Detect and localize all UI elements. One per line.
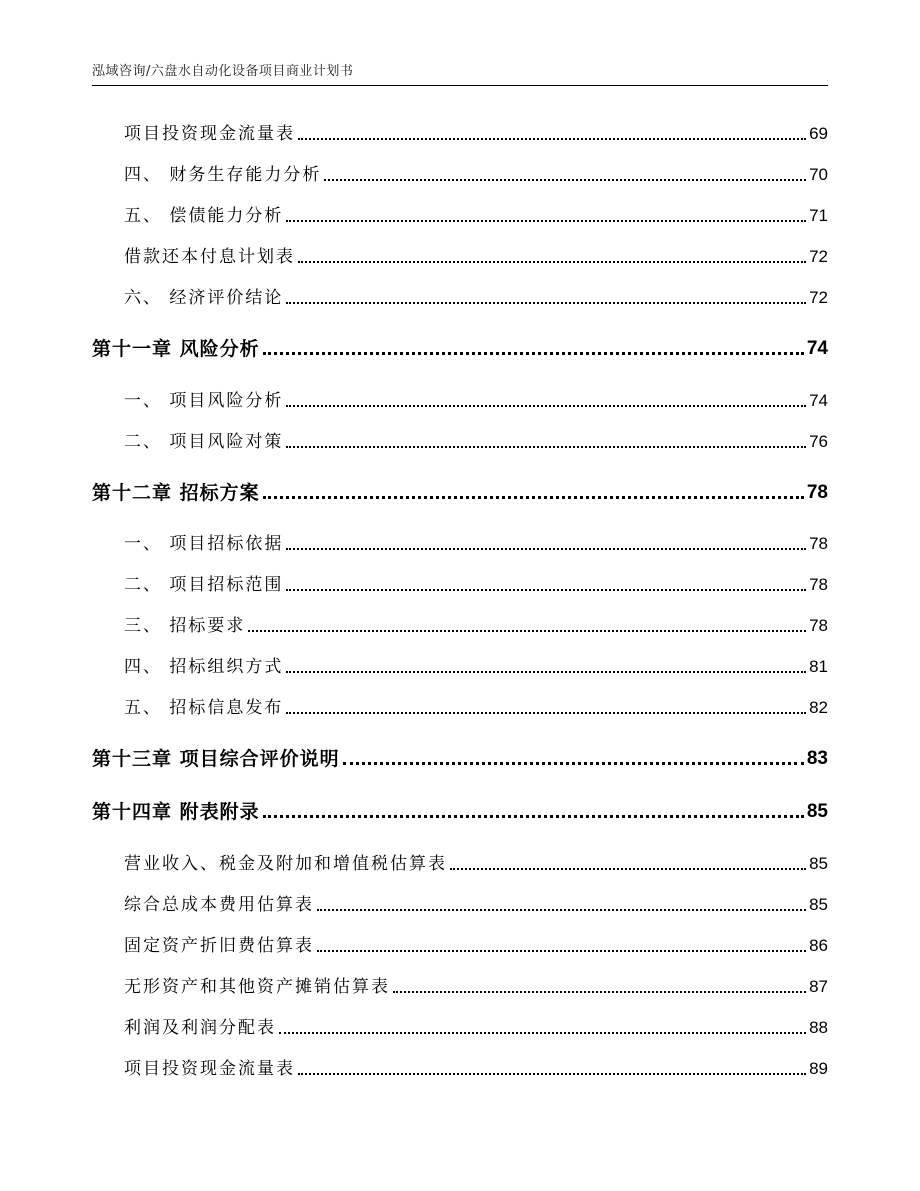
- toc-entry-label: 招标信息发布: [169, 698, 284, 718]
- toc-entry-number: 五、: [124, 206, 170, 226]
- toc-entry-label: 项目投资现金流量表: [124, 1059, 295, 1079]
- toc-entry-page: 82: [809, 698, 828, 717]
- toc-entry[interactable]: [124, 163, 828, 187]
- toc-entry-number: 五、: [124, 698, 170, 718]
- toc-dot-leader: [450, 868, 806, 870]
- header-rule: [92, 85, 828, 86]
- toc-entry-page: 85: [809, 854, 828, 873]
- toc-chapter-entry[interactable]: [92, 747, 828, 771]
- toc-entry-label: 项目投资现金流量表: [124, 124, 295, 144]
- toc-entry-label: 无形资产和其他资产摊销估算表: [124, 977, 390, 997]
- toc-dot-leader: [279, 1032, 806, 1034]
- toc-dot-leader: [286, 446, 806, 448]
- toc-entry[interactable]: [124, 934, 828, 958]
- toc-dot-leader: [286, 302, 806, 304]
- toc-entry-label: 招标要求: [169, 616, 246, 636]
- toc-entry-page: 72: [809, 288, 828, 307]
- toc-entry[interactable]: [124, 852, 828, 876]
- toc-entry-label: 项目风险分析: [169, 391, 284, 411]
- toc-entry-page: 74: [809, 391, 828, 410]
- toc-entry-page: 70: [809, 165, 828, 184]
- toc-chapter-label: 第十一章 风险分析: [92, 338, 260, 360]
- toc-dot-leader: [298, 138, 806, 140]
- toc-entry[interactable]: [124, 122, 828, 146]
- toc-dot-leader: [286, 405, 806, 407]
- toc-entry-label: 项目招标依据: [169, 534, 284, 554]
- toc-entry-label: 项目招标范围: [169, 575, 284, 595]
- toc-entry-label: 利润及利润分配表: [124, 1018, 276, 1038]
- toc-dot-leader: [263, 815, 804, 818]
- toc-entry-page: 76: [809, 432, 828, 451]
- toc-chapter-entry[interactable]: [92, 337, 828, 361]
- toc-dot-leader: [286, 712, 806, 714]
- toc-entry[interactable]: [124, 532, 828, 556]
- toc-dot-leader: [343, 762, 804, 765]
- toc-entry-label: 项目风险对策: [169, 432, 284, 452]
- toc-entry-page: 89: [809, 1059, 828, 1078]
- toc-entry-number: 一、: [124, 534, 170, 554]
- toc-entry-page: 81: [809, 657, 828, 676]
- toc-entry-page: 69: [809, 124, 828, 143]
- toc-dot-leader: [298, 1073, 806, 1075]
- toc-dot-leader: [286, 671, 806, 673]
- toc-entry-label: 综合总成本费用估算表: [124, 895, 314, 915]
- toc-entry[interactable]: [124, 975, 828, 999]
- toc-entry[interactable]: [124, 1057, 828, 1081]
- toc-dot-leader: [286, 589, 806, 591]
- toc-entry-number: 二、: [124, 575, 170, 595]
- toc-dot-leader: [317, 950, 806, 952]
- running-header: 泓域咨询/六盘水自动化设备项目商业计划书: [92, 64, 354, 79]
- toc-entry-page: 78: [809, 616, 828, 635]
- toc-dot-leader: [248, 630, 806, 632]
- toc-entry[interactable]: [124, 1016, 828, 1040]
- toc-dot-leader: [286, 220, 806, 222]
- toc-chapter-entry[interactable]: [92, 800, 828, 824]
- toc-dot-leader: [263, 352, 804, 355]
- toc-dot-leader: [317, 909, 806, 911]
- toc-chapter-label: 第十二章 招标方案: [92, 482, 260, 504]
- toc-entry[interactable]: [124, 204, 828, 228]
- toc-entry-number: 三、: [124, 616, 170, 636]
- toc-entry-label: 招标组织方式: [169, 657, 284, 677]
- toc-entry-number: 四、: [124, 657, 170, 677]
- toc-dot-leader: [324, 179, 806, 181]
- toc-chapter-label: 第十四章 附表附录: [92, 801, 260, 823]
- toc-entry-page: 87: [809, 977, 828, 996]
- toc-entry-page: 71: [809, 206, 828, 225]
- toc-entry-page: 88: [809, 1018, 828, 1037]
- toc-chapter-entry[interactable]: [92, 481, 828, 505]
- toc-dot-leader: [263, 496, 804, 499]
- toc-dot-leader: [286, 548, 806, 550]
- toc-entry-page: 85: [806, 801, 828, 822]
- toc-dot-leader: [393, 991, 806, 993]
- toc-entry-page: 78: [809, 575, 828, 594]
- toc-entry[interactable]: [124, 614, 828, 638]
- toc-entry-page: 85: [809, 895, 828, 914]
- toc-entry[interactable]: [124, 286, 828, 310]
- toc-entry-page: 83: [806, 748, 828, 769]
- toc-entry-label: 偿债能力分析: [169, 206, 284, 226]
- toc-entry[interactable]: [124, 696, 828, 720]
- toc-entry[interactable]: [124, 893, 828, 917]
- toc-entry-number: 二、: [124, 432, 170, 452]
- toc-entry-label: 营业收入、税金及附加和增值税估算表: [124, 854, 447, 874]
- toc-entry-label: 借款还本付息计划表: [124, 247, 295, 267]
- toc-entry-label: 财务生存能力分析: [169, 165, 322, 185]
- toc-entry-label: 固定资产折旧费估算表: [124, 936, 314, 956]
- toc-entry-label: 经济评价结论: [169, 288, 284, 308]
- toc-entry[interactable]: [124, 245, 828, 269]
- toc-chapter-label: 第十三章 项目综合评价说明: [92, 748, 340, 770]
- toc-entry[interactable]: [124, 573, 828, 597]
- toc-entry-page: 78: [809, 534, 828, 553]
- toc-entry[interactable]: [124, 655, 828, 679]
- toc-entry-number: 一、: [124, 391, 170, 411]
- toc-dot-leader: [298, 261, 806, 263]
- toc-entry-page: 78: [806, 482, 828, 503]
- toc-entry-page: 74: [806, 338, 828, 359]
- toc-entry-page: 72: [809, 247, 828, 266]
- toc-entry[interactable]: [124, 430, 828, 454]
- toc-entry[interactable]: [124, 389, 828, 413]
- toc-entry-page: 86: [809, 936, 828, 955]
- toc-entry-number: 四、: [124, 165, 170, 185]
- toc-entry-number: 六、: [124, 288, 170, 308]
